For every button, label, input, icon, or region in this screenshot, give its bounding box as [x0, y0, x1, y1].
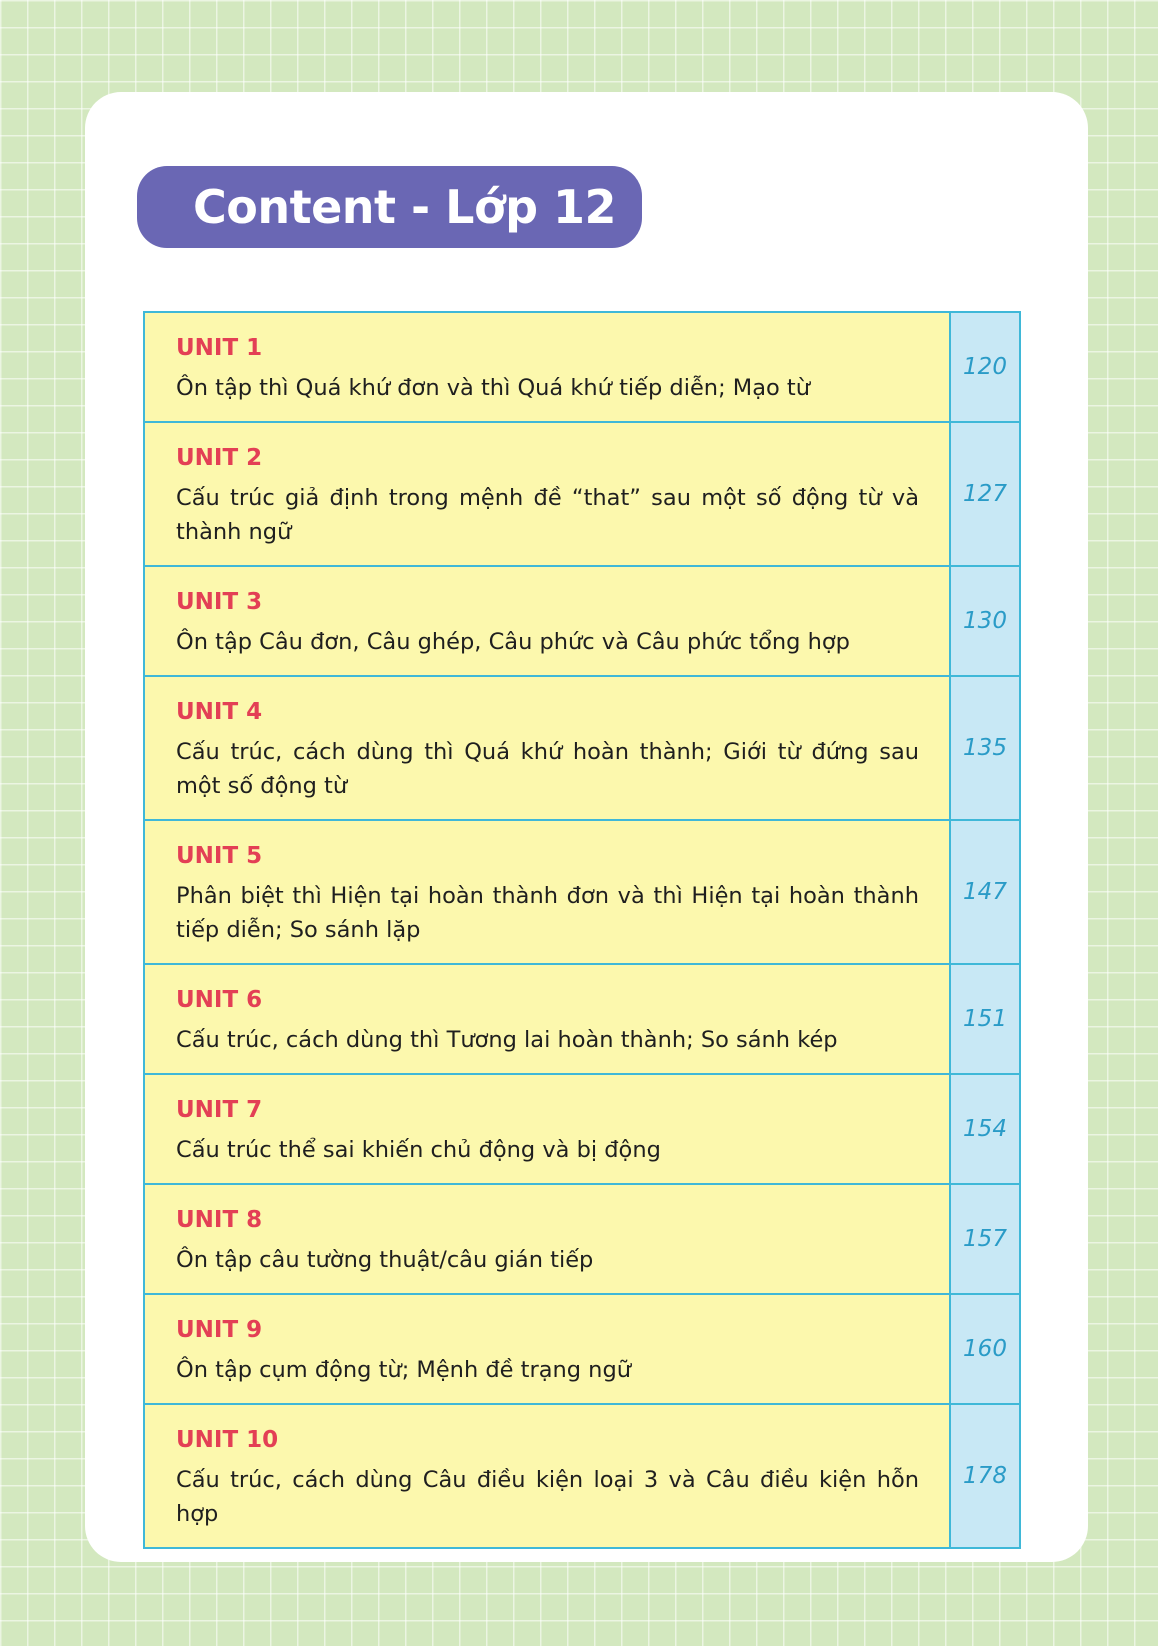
- toc-row: [144, 312, 1020, 422]
- unit-label: UNIT 3: [176, 589, 263, 615]
- page-number: 154: [950, 1074, 1020, 1184]
- unit-label: UNIT 9: [176, 1317, 263, 1343]
- topic-cell: [144, 1294, 950, 1404]
- unit-description: Cấu trúc, cách dùng thì Tương lai hoàn thành; So sánh kép: [176, 1027, 838, 1053]
- unit-description: Cấu trúc, cách dùng thì Quá khứ hoàn thành; Giới từ đứng sau một số động từ: [176, 739, 919, 799]
- page-number: 157: [950, 1184, 1020, 1294]
- unit-description: Ôn tập cụm động từ; Mệnh đề trạng ngữ: [176, 1357, 631, 1383]
- unit-label: UNIT 4: [176, 699, 263, 725]
- page-title: Content - Lớp 12: [193, 180, 617, 234]
- page-number: 151: [950, 964, 1020, 1074]
- topic-cell: [144, 964, 950, 1074]
- topic-cell: [144, 1404, 950, 1548]
- topic-cell: [144, 422, 950, 566]
- page-number: 135: [950, 676, 1020, 820]
- toc-row: [144, 1404, 1020, 1548]
- unit-label: UNIT 8: [176, 1207, 263, 1233]
- page-number: 178: [950, 1404, 1020, 1548]
- unit-description: Ôn tập câu tường thuật/câu gián tiếp: [176, 1247, 594, 1273]
- page-number: 147: [950, 820, 1020, 964]
- unit-description: Cấu trúc giả định trong mệnh đề “that” sau một số động từ và thành ngữ: [176, 485, 919, 545]
- page-number: 120: [950, 312, 1020, 422]
- toc-row: [144, 1184, 1020, 1294]
- topic-cell: [144, 676, 950, 820]
- toc-row: [144, 566, 1020, 676]
- unit-label: UNIT 10: [176, 1427, 279, 1453]
- topic-cell: [144, 566, 950, 676]
- page-number: 127: [950, 422, 1020, 566]
- unit-label: UNIT 2: [176, 445, 263, 471]
- page-number: 130: [950, 566, 1020, 676]
- topic-cell: [144, 312, 950, 422]
- page-number: 160: [950, 1294, 1020, 1404]
- table-of-contents: [143, 311, 1021, 1549]
- unit-description: Ôn tập thì Quá khứ đơn và thì Quá khứ tiếp diễn; Mạo từ: [176, 375, 810, 401]
- unit-description: Phân biệt thì Hiện tại hoàn thành đơn và thì Hiện tại hoàn thành tiếp diễn; So sánh lặp: [176, 883, 919, 943]
- toc-row: [144, 1074, 1020, 1184]
- toc-row: [144, 820, 1020, 964]
- topic-cell: [144, 1074, 950, 1184]
- toc-row: [144, 422, 1020, 566]
- unit-label: UNIT 6: [176, 987, 263, 1013]
- unit-description: Cấu trúc, cách dùng Câu điều kiện loại 3 và Câu điều kiện hỗn hợp: [176, 1467, 919, 1527]
- unit-description: Ôn tập Câu đơn, Câu ghép, Câu phức và Câu phức tổng hợp: [176, 629, 850, 655]
- toc-row: [144, 964, 1020, 1074]
- unit-label: UNIT 1: [176, 335, 263, 361]
- toc-row: [144, 676, 1020, 820]
- topic-cell: [144, 820, 950, 964]
- unit-label: UNIT 7: [176, 1097, 263, 1123]
- topic-cell: [144, 1184, 950, 1294]
- title-banner: [137, 166, 642, 248]
- toc-row: [144, 1294, 1020, 1404]
- content-card: [85, 92, 1088, 1562]
- unit-label: UNIT 5: [176, 843, 263, 869]
- unit-description: Cấu trúc thể sai khiến chủ động và bị động: [176, 1137, 661, 1163]
